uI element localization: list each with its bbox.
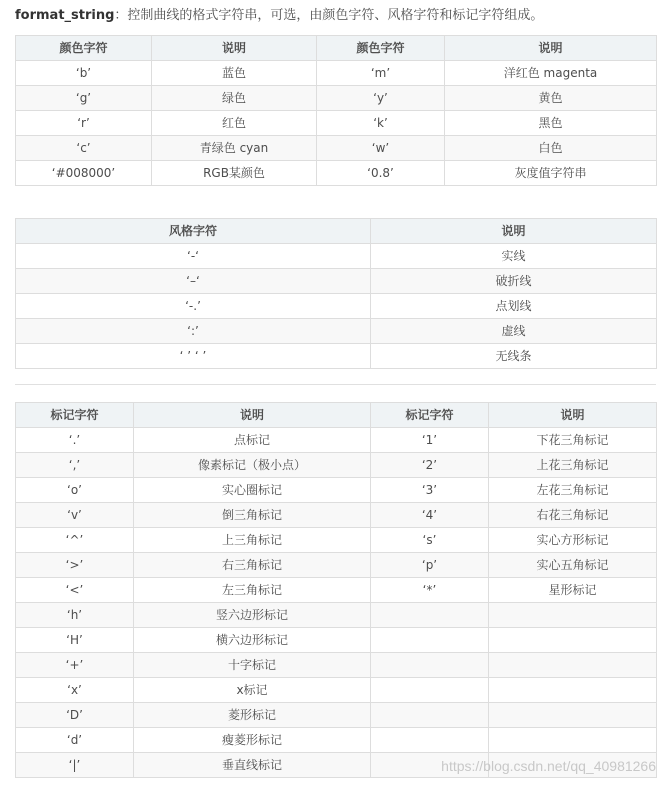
table-cell: ‘.’ [16,428,134,453]
table-cell: 十字标记 [134,653,371,678]
table-row [16,653,657,678]
table-row [16,453,657,478]
table-cell: 左三角标记 [134,578,371,603]
table-cell: ‘|’ [16,753,134,778]
table-cell: 青绿色 cyan [152,136,317,161]
marker-table [15,402,657,778]
table-cell [371,678,489,703]
table-header-row [16,36,657,61]
table-cell: ‘g’ [16,86,152,111]
column-header: 标记字符 [16,403,134,428]
table-cell [489,628,657,653]
table-row [16,478,657,503]
table-cell: ‘,’ [16,453,134,478]
table-row [16,111,657,136]
table-cell: 垂直线标记 [134,753,371,778]
table-cell: ‘+’ [16,653,134,678]
table-cell: 右三角标记 [134,553,371,578]
table-cell: 实心五角标记 [489,553,657,578]
table-cell: 虚线 [371,319,657,344]
table-cell [489,728,657,753]
table-row [16,136,657,161]
table-cell: 黑色 [445,111,657,136]
table-cell: 实心方形标记 [489,528,657,553]
table-cell [489,653,657,678]
column-header: 标记字符 [371,403,489,428]
table-row [16,703,657,728]
table-cell: ‘H’ [16,628,134,653]
table-cell: 实线 [371,244,657,269]
table-cell: 上三角标记 [134,528,371,553]
column-header: 颜色字符 [317,36,445,61]
table-cell: 无线条 [371,344,657,369]
table-cell: 黄色 [445,86,657,111]
table-cell: ‘o’ [16,478,134,503]
column-header: 说明 [134,403,371,428]
table-cell [371,703,489,728]
table-cell: 右花三角标记 [489,503,657,528]
table-cell [371,728,489,753]
table-row [16,244,657,269]
table-cell: ‘p’ [371,553,489,578]
table-cell: 绿色 [152,86,317,111]
watermark: https://blog.csdn.net/qq_40981266 [441,758,656,774]
table-cell: ‘D’ [16,703,134,728]
table-cell: ‘m’ [317,61,445,86]
table-cell: 白色 [445,136,657,161]
table-cell: ‘s’ [371,528,489,553]
table-cell: ‘–‘ [16,269,371,294]
table-cell: 灰度值字符串 [445,161,657,186]
table-row [16,61,657,86]
table-cell: ‘k’ [317,111,445,136]
table-cell: 菱形标记 [134,703,371,728]
table-cell [371,628,489,653]
table-cell: RGB某颜色 [152,161,317,186]
table-cell: ‘y’ [317,86,445,111]
table-cell: ‘1’ [371,428,489,453]
table-cell: ‘-‘ [16,244,371,269]
table-cell: 横六边形标记 [134,628,371,653]
column-header: 说明 [371,219,657,244]
table-cell: 红色 [152,111,317,136]
table-row [16,728,657,753]
column-header: 说明 [445,36,657,61]
table-cell: ‘3’ [371,478,489,503]
table-cell [371,653,489,678]
table-cell: 瘦菱形标记 [134,728,371,753]
table-cell: 竖六边形标记 [134,603,371,628]
table-cell: ‘#008000’ [16,161,152,186]
table-cell: 下花三角标记 [489,428,657,453]
table-cell: ‘ ’ ‘ ’ [16,344,371,369]
table-cell: 星形标记 [489,578,657,603]
column-header: 说明 [489,403,657,428]
divider [15,384,656,385]
table-cell: 倒三角标记 [134,503,371,528]
table-cell: ‘r’ [16,111,152,136]
column-header: 说明 [152,36,317,61]
color-table [15,35,657,186]
table-row [16,603,657,628]
table-cell: 像素标记（极小点） [134,453,371,478]
table-cell: 蓝色 [152,61,317,86]
table-cell: ‘>’ [16,553,134,578]
table-cell: ‘x’ [16,678,134,703]
table-row [16,678,657,703]
table-row [16,428,657,453]
table-cell [489,703,657,728]
table-cell: 点划线 [371,294,657,319]
table-cell: 上花三角标记 [489,453,657,478]
table-cell: 洋红色 magenta [445,61,657,86]
intro-description: ：控制曲线的格式字符串，可选，由颜色字符、风格字符和标记字符组成。 [114,8,544,23]
table-cell: ‘b’ [16,61,152,86]
table-row [16,344,657,369]
table-cell: 点标记 [134,428,371,453]
table-cell: 破折线 [371,269,657,294]
table-row [16,269,657,294]
format-string-label: format_string [15,8,115,23]
table-cell: ‘-.’ [16,294,371,319]
table-cell: ‘^’ [16,528,134,553]
table-row [16,578,657,603]
table-cell: x标记 [134,678,371,703]
table-cell: ‘:’ [16,319,371,344]
table-row [16,553,657,578]
table-cell: ‘*’ [371,578,489,603]
table-cell: ‘w’ [317,136,445,161]
table-row [16,503,657,528]
table-cell: ‘0.8’ [317,161,445,186]
table-cell: ‘v’ [16,503,134,528]
table-header-row [16,403,657,428]
style-table [15,218,657,369]
table-row [16,86,657,111]
table-row [16,528,657,553]
table-cell: ‘2’ [371,453,489,478]
table-cell: ‘h’ [16,603,134,628]
table-cell: ‘<’ [16,578,134,603]
table-cell [489,678,657,703]
table-header-row [16,219,657,244]
table-cell [371,603,489,628]
table-cell: ‘c’ [16,136,152,161]
table-cell: ‘4’ [371,503,489,528]
table-cell: ‘d’ [16,728,134,753]
column-header: 风格字符 [16,219,371,244]
table-row [16,294,657,319]
column-header: 颜色字符 [16,36,152,61]
intro-text [15,7,543,25]
table-row [16,628,657,653]
table-cell: 实心圈标记 [134,478,371,503]
table-row [16,161,657,186]
table-row [16,319,657,344]
table-cell: 左花三角标记 [489,478,657,503]
table-cell [489,603,657,628]
